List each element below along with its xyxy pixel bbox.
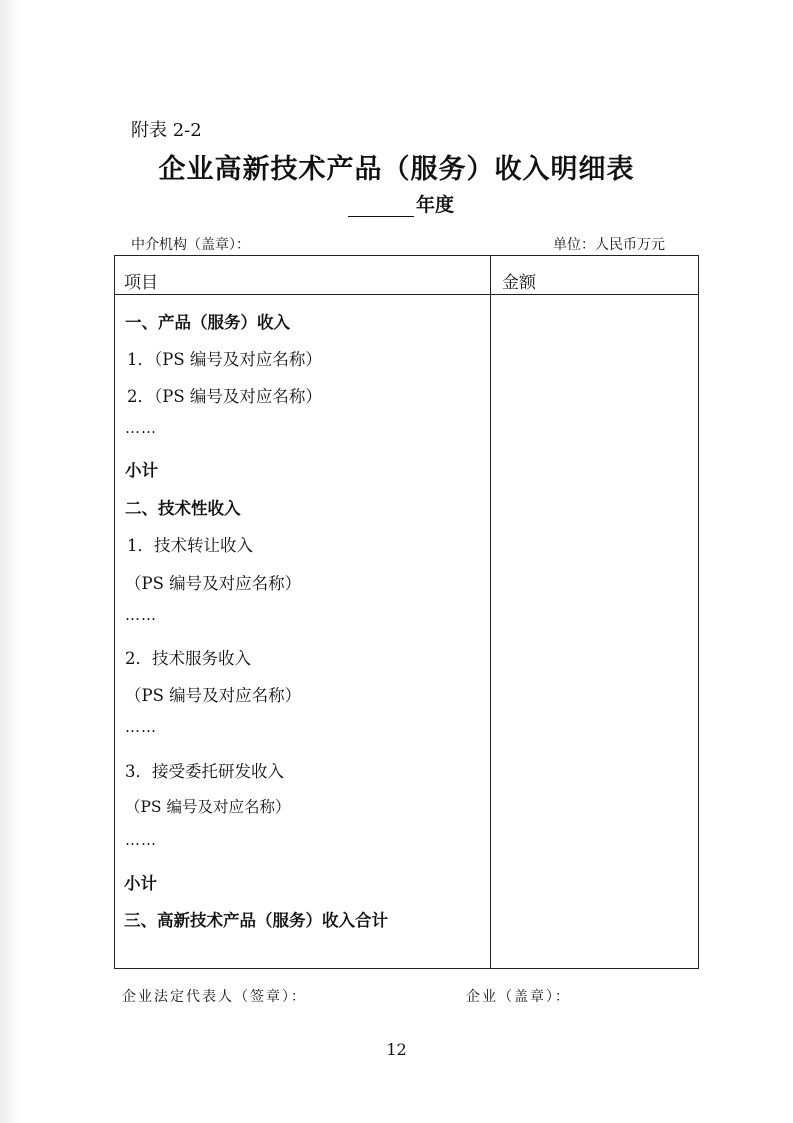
table-row: 一、产品（服务）收入 bbox=[125, 313, 290, 332]
table-row: …… bbox=[125, 606, 157, 624]
page-number: 12 bbox=[386, 1040, 407, 1059]
year-suffix: 年度 bbox=[416, 194, 455, 216]
year-line bbox=[348, 190, 454, 217]
table-row: 三、高新技术产品（服务）收入合计 bbox=[124, 911, 388, 930]
table-row: （PS 编号及对应名称） bbox=[125, 686, 302, 705]
agency-seal-label: 中介机构（盖章）： bbox=[131, 237, 250, 253]
legal-representative-signature-label: 企业法定代表人（签章）： bbox=[122, 989, 307, 1005]
table-row: （PS 编号及对应名称） bbox=[125, 798, 291, 816]
table-row: 小计 bbox=[124, 874, 157, 893]
table-row: …… bbox=[125, 831, 157, 849]
table-row: …… bbox=[125, 419, 157, 437]
column-header-amount: 金额 bbox=[502, 273, 536, 293]
unit-label: 单位：人民币万元 bbox=[553, 237, 665, 253]
year-blank-field[interactable] bbox=[348, 198, 414, 217]
enterprise-seal-label: 企业（盖章）： bbox=[466, 989, 571, 1005]
table-row: 3．接受委托研发收入 bbox=[125, 762, 284, 781]
table-row: …… bbox=[125, 718, 157, 736]
table-column-divider bbox=[490, 255, 491, 969]
appendix-label: 附表 2-2 bbox=[131, 120, 202, 141]
column-header-item: 项目 bbox=[124, 273, 158, 293]
page-title: 企业高新技术产品（服务）收入明细表 bbox=[158, 154, 635, 185]
table-header-divider bbox=[114, 294, 699, 295]
table-row: 1．技术转让收入 bbox=[127, 536, 253, 555]
table-row: 2．（PS 编号及对应名称） bbox=[127, 387, 322, 406]
table-row: 二、技术性收入 bbox=[125, 499, 241, 518]
table-row: 小计 bbox=[125, 461, 158, 480]
table-row: （PS 编号及对应名称） bbox=[125, 574, 302, 593]
table-row: 2．技术服务收入 bbox=[125, 649, 251, 668]
table-row: 1．（PS 编号及对应名称） bbox=[127, 350, 322, 369]
